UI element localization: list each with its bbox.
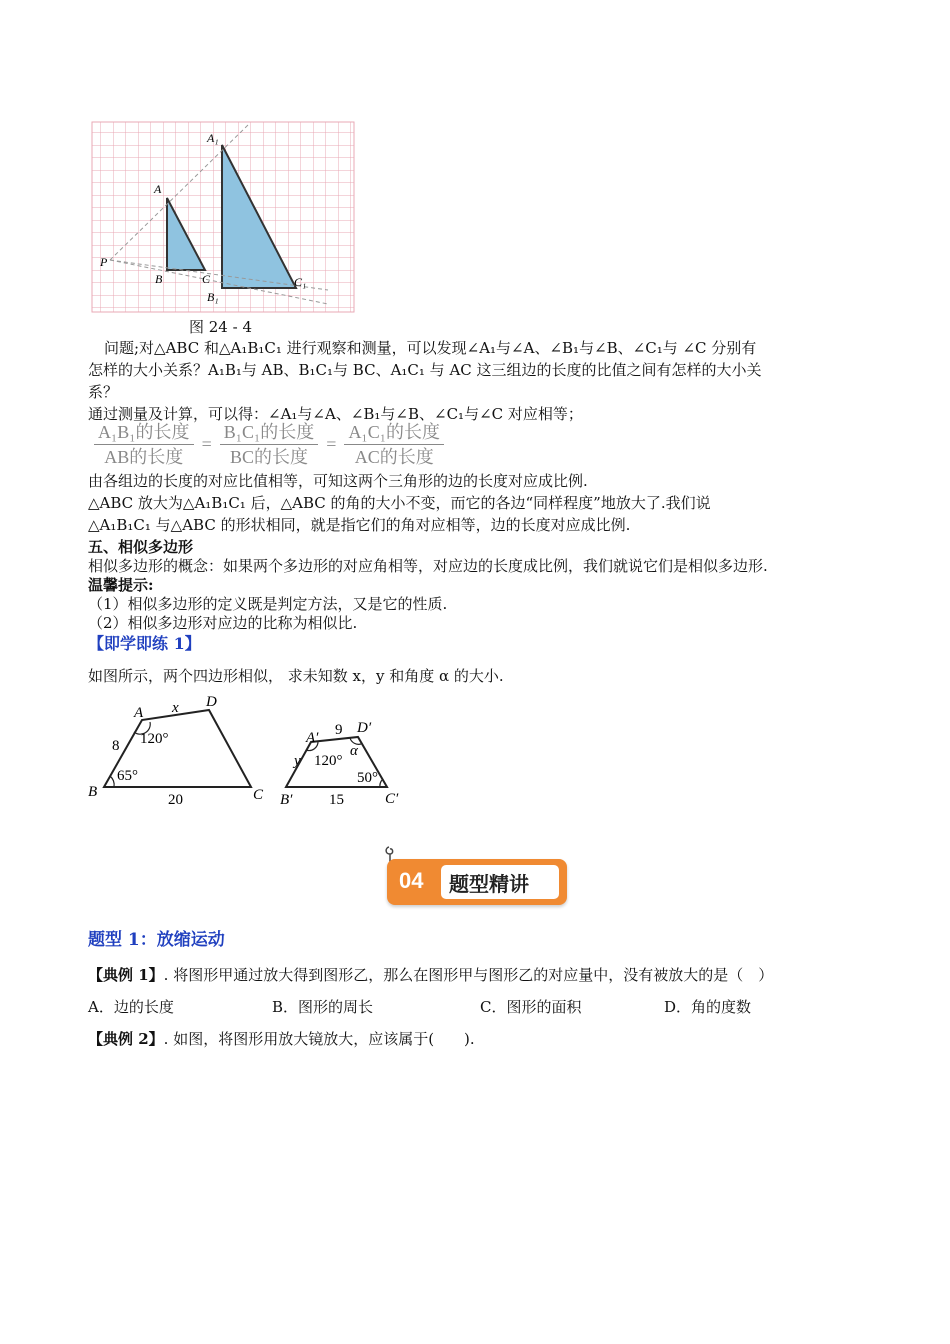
example-2-text: . 如图，将图形用放大镜放大，应该属于( ). — [163, 1030, 475, 1048]
label-side-8: 8 — [112, 738, 120, 754]
similar-polygon-concept: 相似多边形的概念：如果两个多边形的对应角相等，对应边的长度成比例，我们就说它们是相似多边形. — [88, 557, 768, 575]
label-quad-a: A — [134, 705, 144, 721]
label-side-20: 20 — [168, 792, 183, 808]
label-angle-120: 120° — [140, 731, 169, 747]
example-1-tag: 【典例 1】 — [88, 966, 164, 984]
fraction-1-numerator: A₁B₁的长度 — [94, 420, 194, 445]
banner-label-box — [441, 865, 559, 899]
equals-sign: = — [326, 433, 337, 454]
label-y: y — [294, 753, 301, 769]
label-quad-c: C — [253, 787, 264, 803]
fraction-2 — [220, 420, 319, 469]
quadrilaterals-figure — [84, 692, 414, 812]
measure-line: 通过测量及计算，可以得：∠A₁与∠A、∠B₁与∠B、∠C₁与∠C 对应相等； — [88, 405, 583, 423]
label-alpha: α — [350, 743, 358, 759]
section-banner — [383, 845, 571, 909]
banner-number: 04 — [399, 868, 424, 893]
fraction-1 — [94, 420, 194, 469]
banner-box — [387, 859, 567, 905]
question-line-1: 问题;对△ABC 和△A₁B₁C₁ 进行观察和测量，可以发现∠A₁与∠A、∠B₁与∠B、∠C₁与 ∠C 分别有 — [104, 339, 757, 357]
fraction-2-numerator: B₁C₁的长度 — [220, 420, 319, 445]
label-b: B — [155, 272, 163, 286]
tip-2: （2）相似多边形对应边的比称为相似比. — [88, 614, 358, 632]
label-c: C — [202, 272, 211, 286]
label-angle-50: 50° — [357, 770, 378, 786]
label-angle-120-prime: 120° — [314, 753, 343, 769]
tip-1: （1）相似多边形的定义既是判定方法，又是它的性质. — [88, 595, 448, 613]
figure-caption: 图 24 - 4 — [189, 318, 253, 336]
label-side-15: 15 — [329, 792, 344, 808]
enlarge-line-1: △ABC 放大为△A₁B₁C₁ 后，△ABC 的角的大小不变，而它的各边“同样程度”地放大了.我们说 — [88, 494, 711, 512]
figure-24-4 — [88, 120, 358, 316]
label-angle-65: 65° — [117, 768, 138, 784]
enlarge-line-2: △A₁B₁C₁ 与△ABC 的形状相同，就是指它们的角对应相等，边的长度对应成比例. — [88, 516, 631, 534]
equals-sign: = — [201, 433, 212, 454]
example-1-text: . 将图形甲通过放大得到图形乙，那么在图形甲与图形乙的对应量中，没有被放大的是（ ） — [163, 966, 774, 984]
fraction-3-denominator: AC的长度 — [354, 446, 434, 467]
ratio-formula — [92, 417, 446, 471]
fraction-3-numerator: A₁C₁的长度 — [344, 420, 444, 445]
ratio-conclusion: 由各组边的长度的对应比值相等，可知这两个三角形的边的长度对应成比例. — [88, 472, 588, 490]
practice-question: 如图所示，两个四边形相似， 求未知数 x，y 和角度 α 的大小. — [88, 667, 504, 685]
option-c[interactable]: C．图形的面积 — [480, 998, 582, 1016]
label-a: A — [154, 182, 162, 196]
fraction-2-denominator: BC的长度 — [229, 446, 308, 467]
label-c1: C₁ — [294, 275, 307, 289]
label-side-9: 9 — [335, 722, 343, 738]
example-2 — [88, 1028, 858, 1050]
label-quad-d-prime: D′ — [357, 720, 372, 736]
practice-title: 【即学即练 1】 — [88, 634, 201, 653]
question-line-3: 系？ — [88, 383, 119, 401]
question-line-2: 怎样的大小关系？A₁B₁与 AB、B₁C₁与 BC、A₁C₁ 与 AC 这三组边的长度的比值之间有怎样的大小关 — [88, 361, 762, 379]
tip-title: 温馨提示: — [88, 576, 154, 594]
label-p: P — [100, 255, 108, 269]
option-b[interactable]: B．图形的周长 — [272, 998, 374, 1016]
label-quad-c-prime: C′ — [385, 791, 399, 807]
banner-text: 题型精讲 — [449, 872, 529, 896]
example-2-tag: 【典例 2】 — [88, 1030, 164, 1048]
example-1 — [88, 964, 858, 986]
label-quad-b: B — [88, 784, 98, 800]
label-quad-a-prime: A′ — [306, 730, 319, 746]
section-5-title: 五、相似多边形 — [88, 538, 194, 556]
type-1-title: 题型 1：放缩运动 — [88, 930, 225, 950]
label-x: x — [172, 700, 179, 716]
fraction-1-denominator: AB的长度 — [104, 446, 184, 467]
label-quad-b-prime: B′ — [280, 792, 293, 808]
label-quad-d: D — [206, 694, 217, 710]
label-b1: B₁ — [207, 290, 219, 304]
fraction-3 — [344, 420, 444, 469]
label-a1: A₁ — [207, 131, 219, 145]
option-a[interactable]: A．边的长度 — [88, 998, 174, 1016]
option-d[interactable]: D．角的度数 — [664, 998, 752, 1016]
